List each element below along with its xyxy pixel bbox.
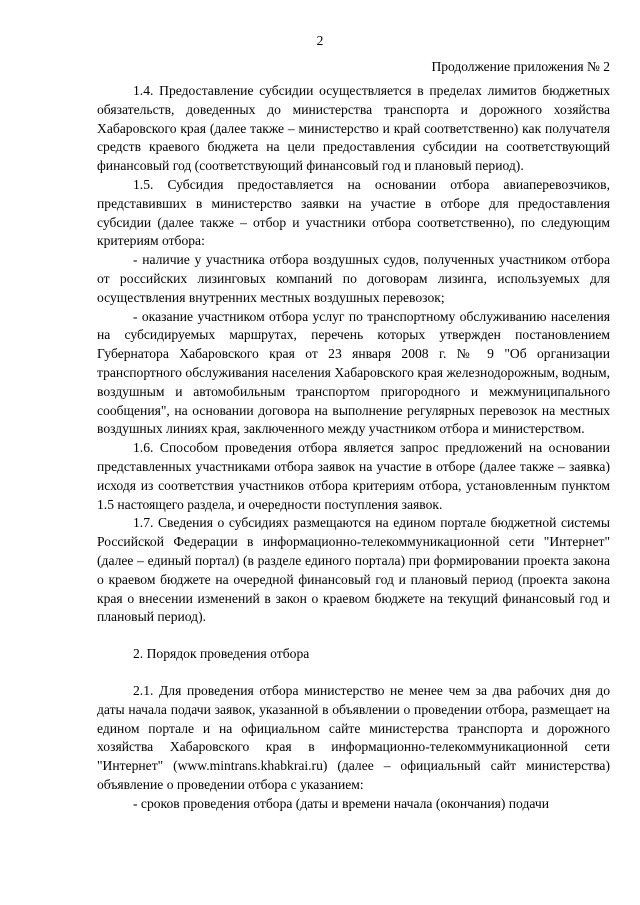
paragraph-1-4: 1.4. Предоставление субсидии осуществляется в пределах лимитов бюджетных обязательств, доведенных до министерства транспорта и дорожного хозяйства Хабаровского края (далее также – министерство и край соответственно) как получателя средств краевого бюджета на цели предоставления субсидии на соответствующий финансовый год (соответствующий финансовый год и плановый период). (97, 83, 610, 174)
paragraph-1-6: 1.6. Способом проведения отбора является запрос предложений на основании представленных участниками отбора заявок на участие в отборе (далее также – заявка) исходя из соответствия участников отбора критериям отбора, установленным пунктом 1.5 настоящего раздела, и очередности поступления заявок. (97, 440, 610, 512)
section-spacer (97, 664, 610, 682)
paragraph-2-1: 2.1. Для проведения отбора министерство не менее чем за два рабочих дня до даты начала подачи заявок, указанной в объявлении о проведении отбора, размещает на едином портале и на официальном сайте министерства транспорта и дорожного хозяйства Хабаровского края в информационно-телекоммуникационной сети "Интернет" (www.mintrans.khabkrai.ru) (далее – официальный сайт министерства) объявление о проведении отбора с указанием: (97, 682, 610, 792)
continuation-label: Продолжение приложения № 2 (431, 59, 610, 74)
paragraph-1-5: 1.5. Субсидия предоставляется на основании отбора авиаперевозчиков, представивших в министерство заявки на участие в отборе для предоставления субсидии (далее также – отбор и участники отбора соответственно), по следующим критериям отбора: (97, 176, 610, 249)
paragraph-1-7: 1.7. Сведения о субсидиях размещаются на едином портале бюджетной системы Российской Федерации в информационно-телекоммуникационной сети "Интернет" (далее – единый портал) (в разделе единого портала) при формировании проекта закона о краевом бюджете на очередной финансовый год и плановый период (проекта закона края о внесении изменений в закон о краевом бюджете на текущий финансовый год и плановый период). (97, 515, 610, 625)
section-spacer (97, 627, 610, 645)
section-2-heading: 2. Порядок проведения отбора (133, 646, 310, 662)
criterion-aircraft: - наличие у участника отбора воздушных судов, полученных участником отбора от российских лизинговых компаний по договорам лизинга, используемых для осуществления внутренних местных воздушных перевозок; (97, 252, 610, 305)
document-body (97, 82, 610, 813)
page-number: 2 (316, 33, 324, 48)
list-item-deadlines: - сроков проведения отбора (даты и времени начала (окончания) подачи (133, 795, 549, 811)
criterion-transport-services: - оказание участником отбора услуг по транспортному обслуживанию населения на субсидируемых маршрутах, перечень которых утвержден постановлением Губернатора Хабаровского края от 23 января 2008 г. № 9 "Об организации транспортного обслуживания населения Хабаровского края железнодорожным, водным, воздушным и автомобильным транспортом пригородного и межмуниципального сообщения", на основании договора на выполнение регулярных перевозок на местных воздушных линиях края, заключенного между участником отбора и министерством. (97, 308, 610, 437)
